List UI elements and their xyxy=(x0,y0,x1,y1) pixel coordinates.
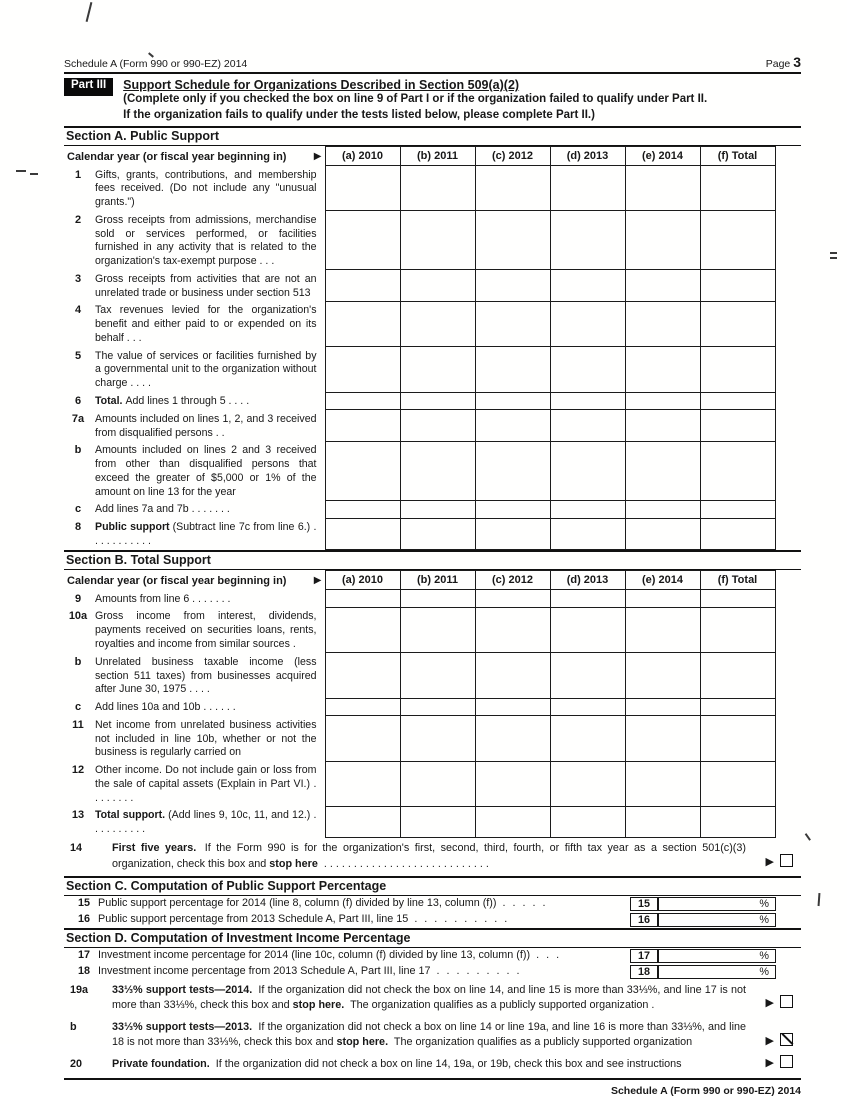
row-label xyxy=(92,166,325,211)
line-19a-text-2: The organization qualifies as a publicly supported organization . xyxy=(347,998,655,1011)
page-number: 3 xyxy=(793,54,801,70)
grid-cell[interactable] xyxy=(325,716,400,761)
row-number: c xyxy=(74,701,82,714)
row-number: 11 xyxy=(72,718,84,731)
checkbox-icon[interactable] xyxy=(780,1055,793,1068)
grid-cell[interactable] xyxy=(625,301,700,346)
line-20-text-1: If the organization did not check a box on line 14, 19a, or 19b, check this box and see instructions xyxy=(212,1058,682,1071)
row-label-text: The value of services or facilities furnished by a governmental unit to the organization without charge . . . . xyxy=(95,349,317,390)
table-row-8 xyxy=(64,518,775,550)
line-label-text: Investment income percentage for 2014 (line 10c, column (f) divided by line 13, column (f)) xyxy=(98,948,531,961)
line-number: 15 xyxy=(78,896,91,909)
scan-artifact xyxy=(86,2,93,22)
line-ref-box: 18 xyxy=(630,965,658,979)
grid-cell[interactable] xyxy=(625,806,700,838)
table-row-7a xyxy=(64,410,775,442)
grid-cell[interactable] xyxy=(400,761,475,806)
line-number: 14 xyxy=(70,842,83,855)
grid-cell[interactable] xyxy=(700,761,775,806)
row-label-text: Add lines 1 through 5 . . . . xyxy=(125,395,250,408)
row-label xyxy=(92,761,325,806)
table-row-3 xyxy=(64,270,775,302)
public-support-table xyxy=(64,146,776,550)
line-19a-bold-2: stop here. xyxy=(292,998,345,1011)
column-header-e: (e) 2014 xyxy=(625,147,700,166)
grid-cell[interactable] xyxy=(625,392,700,410)
row-label-bold: Total. xyxy=(95,395,123,408)
grid-cell[interactable] xyxy=(475,441,550,500)
percent-field[interactable] xyxy=(658,897,776,911)
line-19b-bold-2: stop here. xyxy=(336,1035,389,1048)
grid-cell[interactable] xyxy=(700,590,775,608)
grid-cell[interactable] xyxy=(325,607,400,652)
line-19b-bold: 33⅓% support tests—2013. xyxy=(112,1020,253,1033)
grid-cell[interactable] xyxy=(325,301,400,346)
row-label-text: Net income from unrelated business activities not included in line 10b, whether or not the business is regularly carried on xyxy=(95,718,317,759)
line-20-text xyxy=(112,1057,746,1072)
line-14-text-1: If the Form 990 is for the organization's first, second, third, fourth, or fifth tax year as a section 501(c)(3) organization, check this box and xyxy=(112,842,746,870)
row-label-text: (Subtract line 7c from line 6.) . . . . . . . . . . . xyxy=(95,521,317,547)
grid-cell[interactable] xyxy=(400,211,475,270)
row-number: 13 xyxy=(71,809,85,822)
row-number: 4 xyxy=(74,304,82,317)
grid-cell[interactable] xyxy=(325,410,400,442)
right-arrow-icon: ▶ xyxy=(313,150,322,162)
grid-cell[interactable] xyxy=(625,518,700,550)
grid-cell[interactable] xyxy=(400,698,475,716)
line-number: 17 xyxy=(78,948,91,961)
grid-cell[interactable] xyxy=(325,698,400,716)
section-d-title: Section D. Computation of Investment Income Percentage xyxy=(64,928,801,948)
grid-cell[interactable] xyxy=(550,301,625,346)
row-label xyxy=(92,698,325,716)
grid-cell[interactable] xyxy=(325,806,400,838)
row-label xyxy=(92,270,325,302)
grid-cell[interactable] xyxy=(325,441,400,500)
grid-cell[interactable] xyxy=(625,653,700,698)
line-18-row xyxy=(64,964,776,980)
grid-cell[interactable] xyxy=(400,441,475,500)
percent-sign: % xyxy=(759,949,769,962)
grid-cell[interactable] xyxy=(625,716,700,761)
grid-cell[interactable] xyxy=(625,590,700,608)
row-label-text: Other income. Do not include gain or loss from the sale of capital assets (Explain in Part VI.) . . . . . . . . xyxy=(95,764,317,804)
scan-artifact xyxy=(830,252,837,254)
row-label xyxy=(92,500,325,518)
grid-cell[interactable] xyxy=(700,607,775,652)
column-header-a: (a) 2010 xyxy=(325,571,400,590)
grid-cell[interactable] xyxy=(700,392,775,410)
page-word: Page xyxy=(765,58,791,70)
grid-cell[interactable] xyxy=(550,518,625,550)
column-header-a: (a) 2010 xyxy=(325,147,400,166)
grid-cell[interactable] xyxy=(550,698,625,716)
part-iii-subtitle-1: (Complete only if you checked the box on line 9 of Part I or if the organization failed to qualify under Part II. xyxy=(123,93,708,105)
grid-cell[interactable] xyxy=(400,653,475,698)
line-19b-mark xyxy=(766,1033,793,1049)
grid-cell[interactable] xyxy=(700,806,775,838)
grid-cell[interactable] xyxy=(400,590,475,608)
calendar-year-label: Calendar year (or fiscal year beginning in) xyxy=(67,150,287,163)
grid-cell[interactable] xyxy=(550,761,625,806)
column-header-c: (c) 2012 xyxy=(475,147,550,166)
column-header-b: (b) 2011 xyxy=(400,147,475,166)
line-14-text xyxy=(112,841,746,871)
grid-cell[interactable] xyxy=(400,301,475,346)
grid-cell[interactable] xyxy=(550,166,625,211)
grid-cell[interactable] xyxy=(700,716,775,761)
table-header-row xyxy=(64,571,775,590)
grid-cell[interactable] xyxy=(475,653,550,698)
grid-cell[interactable] xyxy=(325,590,400,608)
line-19a-text-1: If the organization did not check the box on line 14, and line 15 is more than 33⅓%, and line 17 is not more than 33⅓%, check this box and xyxy=(112,983,746,1011)
percent-field[interactable] xyxy=(658,965,776,979)
row-label-text: Add lines 10a and 10b . . . . . . xyxy=(95,701,236,714)
row-number: 12 xyxy=(71,764,85,777)
right-arrow-icon: ▶ xyxy=(765,1056,774,1069)
row-number: 10a xyxy=(68,610,88,623)
grid-cell[interactable] xyxy=(325,653,400,698)
column-header-b: (b) 2011 xyxy=(400,571,475,590)
right-arrow-icon: ▶ xyxy=(765,997,774,1010)
line-label xyxy=(98,949,626,963)
grid-cell[interactable] xyxy=(475,590,550,608)
row-label-text: Add lines 7a and 7b . . . . . . . xyxy=(95,503,230,516)
percent-sign: % xyxy=(759,913,769,926)
grid-cell[interactable] xyxy=(550,806,625,838)
line-label xyxy=(98,897,626,911)
grid-cell[interactable] xyxy=(550,347,625,392)
line-number: b xyxy=(70,1020,77,1033)
percent-field[interactable] xyxy=(658,949,776,963)
line-17-row xyxy=(64,948,776,964)
grid-cell[interactable] xyxy=(550,392,625,410)
line-14-row xyxy=(64,838,801,875)
grid-cell[interactable] xyxy=(625,270,700,302)
percent-sign: % xyxy=(759,965,769,978)
line-19a-mark xyxy=(766,995,793,1011)
part-iii-texts xyxy=(123,78,801,123)
grid-cell[interactable] xyxy=(700,698,775,716)
grid-cell[interactable] xyxy=(625,410,700,442)
form-id: Schedule A (Form 990 or 990-EZ) 2014 xyxy=(64,58,248,70)
row-label xyxy=(92,441,325,500)
grid-cell[interactable] xyxy=(625,761,700,806)
row-number: 8 xyxy=(74,521,82,534)
grid-cell[interactable] xyxy=(550,607,625,652)
row-label xyxy=(92,347,325,392)
line-16-row xyxy=(64,912,776,928)
row-label xyxy=(92,392,325,410)
grid-cell[interactable] xyxy=(400,410,475,442)
line-19a-bold: 33⅓% support tests—2014. xyxy=(112,983,253,996)
grid-cell[interactable] xyxy=(625,347,700,392)
grid-cell[interactable] xyxy=(325,347,400,392)
scan-artifact xyxy=(30,173,38,175)
grid-cell[interactable] xyxy=(475,500,550,518)
line-19b-text xyxy=(112,1020,746,1050)
column-header-e: (e) 2014 xyxy=(625,571,700,590)
scan-artifact xyxy=(818,893,820,906)
grid-cell[interactable] xyxy=(475,392,550,410)
dot-leader: . . . xyxy=(536,948,562,961)
right-arrow-icon: ▶ xyxy=(765,1034,774,1047)
grid-cell[interactable] xyxy=(475,166,550,211)
right-arrow-icon: ▶ xyxy=(765,856,774,869)
grid-cell[interactable] xyxy=(400,518,475,550)
grid-cell[interactable] xyxy=(325,211,400,270)
row-label xyxy=(92,607,325,652)
line-14-dots: . . . . . . . . . . . . . . . . . . . . . . . . . . . . xyxy=(320,857,489,870)
column-header-f: (f) Total xyxy=(700,147,775,166)
row-label-text: Amounts included on lines 1, 2, and 3 received from disqualified persons . . xyxy=(95,412,317,439)
right-arrow-icon: ▶ xyxy=(313,574,322,586)
line-15-row xyxy=(64,896,776,912)
line-19b-text-1: If the organization did not check a box on line 14 or line 19a, and line 16 is more than 33⅓%, and line 18 is not more than 33⅓%, check this box and xyxy=(112,1020,746,1048)
table-row-11 xyxy=(64,716,775,761)
percent-field[interactable] xyxy=(658,913,776,927)
grid-cell[interactable] xyxy=(550,716,625,761)
row-number: c xyxy=(74,503,82,516)
grid-cell[interactable] xyxy=(550,441,625,500)
grid-cell[interactable] xyxy=(625,441,700,500)
section-b-title: Section B. Total Support xyxy=(64,550,801,570)
row-label-bold: Total support. xyxy=(95,809,166,822)
line-20-row xyxy=(64,1054,801,1076)
row-number: 5 xyxy=(74,349,82,362)
line-14-bold-2: stop here xyxy=(269,857,318,870)
grid-cell[interactable] xyxy=(700,270,775,302)
grid-cell[interactable] xyxy=(625,698,700,716)
grid-cell[interactable] xyxy=(400,166,475,211)
checkbox-icon[interactable] xyxy=(780,1033,793,1046)
grid-cell[interactable] xyxy=(325,270,400,302)
line-19b-text-2: The organization qualifies as a publicly supported organization xyxy=(391,1035,693,1048)
line-ref-box: 16 xyxy=(630,913,658,927)
row-number: 6 xyxy=(74,395,82,408)
checkbox-icon[interactable] xyxy=(780,854,793,867)
dot-leader: . . . . . . . . . . xyxy=(414,912,510,925)
column-header-d: (d) 2013 xyxy=(550,571,625,590)
grid-cell[interactable] xyxy=(325,518,400,550)
row-label-text: Amounts included on lines 2 and 3 received from other than disqualified persons that exceed the greater of $5,000 or 1% of the amount on line 13 for the year xyxy=(95,444,317,498)
line-number: 18 xyxy=(78,964,91,977)
row-label-text: Gross receipts from activities that are not an unrelated trade or business under section 513 xyxy=(95,272,317,299)
support-tests-block xyxy=(64,980,801,1081)
table-row-9 xyxy=(64,590,775,608)
total-support-table xyxy=(64,570,776,838)
line-ref-box: 15 xyxy=(630,897,658,911)
line-label-text: Public support percentage from 2013 Schedule A, Part III, line 15 xyxy=(98,912,409,925)
grid-cell[interactable] xyxy=(625,211,700,270)
row-number: b xyxy=(74,444,82,457)
grid-cell[interactable] xyxy=(700,653,775,698)
calendar-year-label-cell xyxy=(64,571,325,590)
calendar-year-label-cell xyxy=(64,147,325,166)
line-number: 16 xyxy=(78,912,91,925)
line-20-mark xyxy=(766,1055,793,1071)
grid-cell[interactable] xyxy=(550,500,625,518)
grid-cell[interactable] xyxy=(625,500,700,518)
dot-leader: . . . . . . . . . xyxy=(436,964,522,977)
row-label xyxy=(92,806,325,838)
table-row-4 xyxy=(64,301,775,346)
line-19a-row xyxy=(64,980,801,1017)
scan-artifact xyxy=(830,257,837,259)
row-label-text: Gross income from interest, dividends, payments received on securities loans, rents, royalties and income from similar sources . xyxy=(95,610,317,650)
grid-cell[interactable] xyxy=(700,301,775,346)
table-row-13 xyxy=(64,806,775,838)
grid-cell[interactable] xyxy=(475,761,550,806)
table-row-10a xyxy=(64,607,775,652)
line-label xyxy=(98,913,626,927)
grid-cell[interactable] xyxy=(475,698,550,716)
row-label-text: Gross receipts from admissions, merchandise sold or services performed, or facilities furnished in any activity that is related to the organization's tax-exempt purpose . . . xyxy=(95,213,317,268)
grid-cell[interactable] xyxy=(475,301,550,346)
section-c-title: Section C. Computation of Public Support Percentage xyxy=(64,876,801,896)
grid-cell[interactable] xyxy=(400,500,475,518)
line-label-text: Investment income percentage from 2013 Schedule A, Part III, line 17 xyxy=(98,964,431,977)
grid-cell[interactable] xyxy=(400,607,475,652)
table-row-10b xyxy=(64,653,775,698)
grid-cell[interactable] xyxy=(400,716,475,761)
part-iii-header xyxy=(64,74,801,126)
grid-cell[interactable] xyxy=(700,166,775,211)
grid-cell[interactable] xyxy=(475,806,550,838)
grid-cell[interactable] xyxy=(475,518,550,550)
row-label-text: Gifts, grants, contributions, and membership fees received. (Do not include any "unusual grants.") xyxy=(95,168,317,209)
row-label xyxy=(92,590,325,608)
table-row-10c xyxy=(64,698,775,716)
grid-cell[interactable] xyxy=(400,270,475,302)
grid-cell[interactable] xyxy=(400,392,475,410)
row-number: b xyxy=(74,655,82,668)
grid-cell[interactable] xyxy=(550,211,625,270)
scan-artifact xyxy=(16,170,26,172)
column-header-f: (f) Total xyxy=(700,571,775,590)
column-header-d: (d) 2013 xyxy=(550,147,625,166)
line-19b-row xyxy=(64,1017,801,1054)
row-number: 2 xyxy=(74,213,82,226)
table-row-5 xyxy=(64,347,775,392)
grid-cell[interactable] xyxy=(700,441,775,500)
row-number: 9 xyxy=(74,592,82,605)
dot-leader: . . . . . xyxy=(502,896,548,909)
grid-cell[interactable] xyxy=(325,761,400,806)
grid-cell[interactable] xyxy=(325,392,400,410)
grid-cell[interactable] xyxy=(550,590,625,608)
checkbox-icon[interactable] xyxy=(780,995,793,1008)
row-label xyxy=(92,518,325,550)
row-label-text: Amounts from line 6 . . . . . . . xyxy=(95,592,231,605)
line-14-bold: First five years. xyxy=(112,842,197,855)
grid-cell[interactable] xyxy=(325,500,400,518)
grid-cell[interactable] xyxy=(700,518,775,550)
percent-sign: % xyxy=(759,897,769,910)
line-20-bold: Private foundation. xyxy=(112,1058,210,1071)
grid-cell[interactable] xyxy=(400,347,475,392)
row-label xyxy=(92,410,325,442)
grid-cell[interactable] xyxy=(550,270,625,302)
row-label-text: (Add lines 9, 10c, 11, and 12.) . . . . . . . . . . xyxy=(95,809,317,836)
part-iii-badge: Part III xyxy=(64,78,113,96)
line-ref-box: 17 xyxy=(630,949,658,963)
table-row-1 xyxy=(64,166,775,211)
table-row-2 xyxy=(64,211,775,270)
grid-cell[interactable] xyxy=(625,166,700,211)
row-label-text: Tax revenues levied for the organization's benefit and either paid to or expended on its behalf . . . xyxy=(95,304,317,344)
row-label-text: Unrelated business taxable income (less section 511 taxes) from businesses acquired after June 30, 1975 . . . . xyxy=(95,655,317,696)
document-header xyxy=(64,54,801,74)
grid-cell[interactable] xyxy=(550,653,625,698)
row-number: 3 xyxy=(74,272,82,285)
grid-cell[interactable] xyxy=(475,607,550,652)
row-label xyxy=(92,716,325,761)
grid-cell[interactable] xyxy=(700,347,775,392)
grid-cell[interactable] xyxy=(700,500,775,518)
grid-cell[interactable] xyxy=(700,211,775,270)
row-number: 7a xyxy=(71,412,85,425)
part-iii-title: Support Schedule for Organizations Described in Section 509(a)(2) xyxy=(123,78,520,92)
table-row-7b xyxy=(64,441,775,500)
grid-cell[interactable] xyxy=(325,166,400,211)
table-row-7c xyxy=(64,500,775,518)
grid-cell[interactable] xyxy=(475,347,550,392)
table-row-6 xyxy=(64,392,775,410)
table-row-12 xyxy=(64,761,775,806)
grid-cell[interactable] xyxy=(475,410,550,442)
section-a-title: Section A. Public Support xyxy=(64,126,801,146)
row-number: 1 xyxy=(74,168,82,181)
calendar-year-label: Calendar year (or fiscal year beginning in) xyxy=(67,574,287,587)
part-iii-subtitle-2: If the organization fails to qualify under the tests listed below, please complete Part II.) xyxy=(123,108,595,121)
line-19a-text xyxy=(112,983,746,1013)
grid-cell[interactable] xyxy=(700,410,775,442)
grid-cell[interactable] xyxy=(550,410,625,442)
row-label xyxy=(92,653,325,698)
line-label xyxy=(98,965,626,979)
line-label-text: Public support percentage for 2014 (line 8, column (f) divided by line 13, column (f)) xyxy=(98,896,497,909)
grid-cell[interactable] xyxy=(475,211,550,270)
grid-cell[interactable] xyxy=(400,806,475,838)
scan-artifact xyxy=(805,833,811,840)
grid-cell[interactable] xyxy=(475,716,550,761)
line-number: 20 xyxy=(70,1058,83,1071)
footer-form-id: Schedule A (Form 990 or 990-EZ) 2014 xyxy=(610,1085,801,1097)
row-label xyxy=(92,211,325,270)
line-14-mark xyxy=(766,854,793,870)
row-label-bold: Public support xyxy=(95,521,170,534)
row-label xyxy=(92,301,325,346)
column-header-c: (c) 2012 xyxy=(475,571,550,590)
line-number: 19a xyxy=(70,983,89,996)
grid-cell[interactable] xyxy=(625,607,700,652)
table-header-row xyxy=(64,147,775,166)
page-indicator xyxy=(766,54,801,70)
grid-cell[interactable] xyxy=(475,270,550,302)
